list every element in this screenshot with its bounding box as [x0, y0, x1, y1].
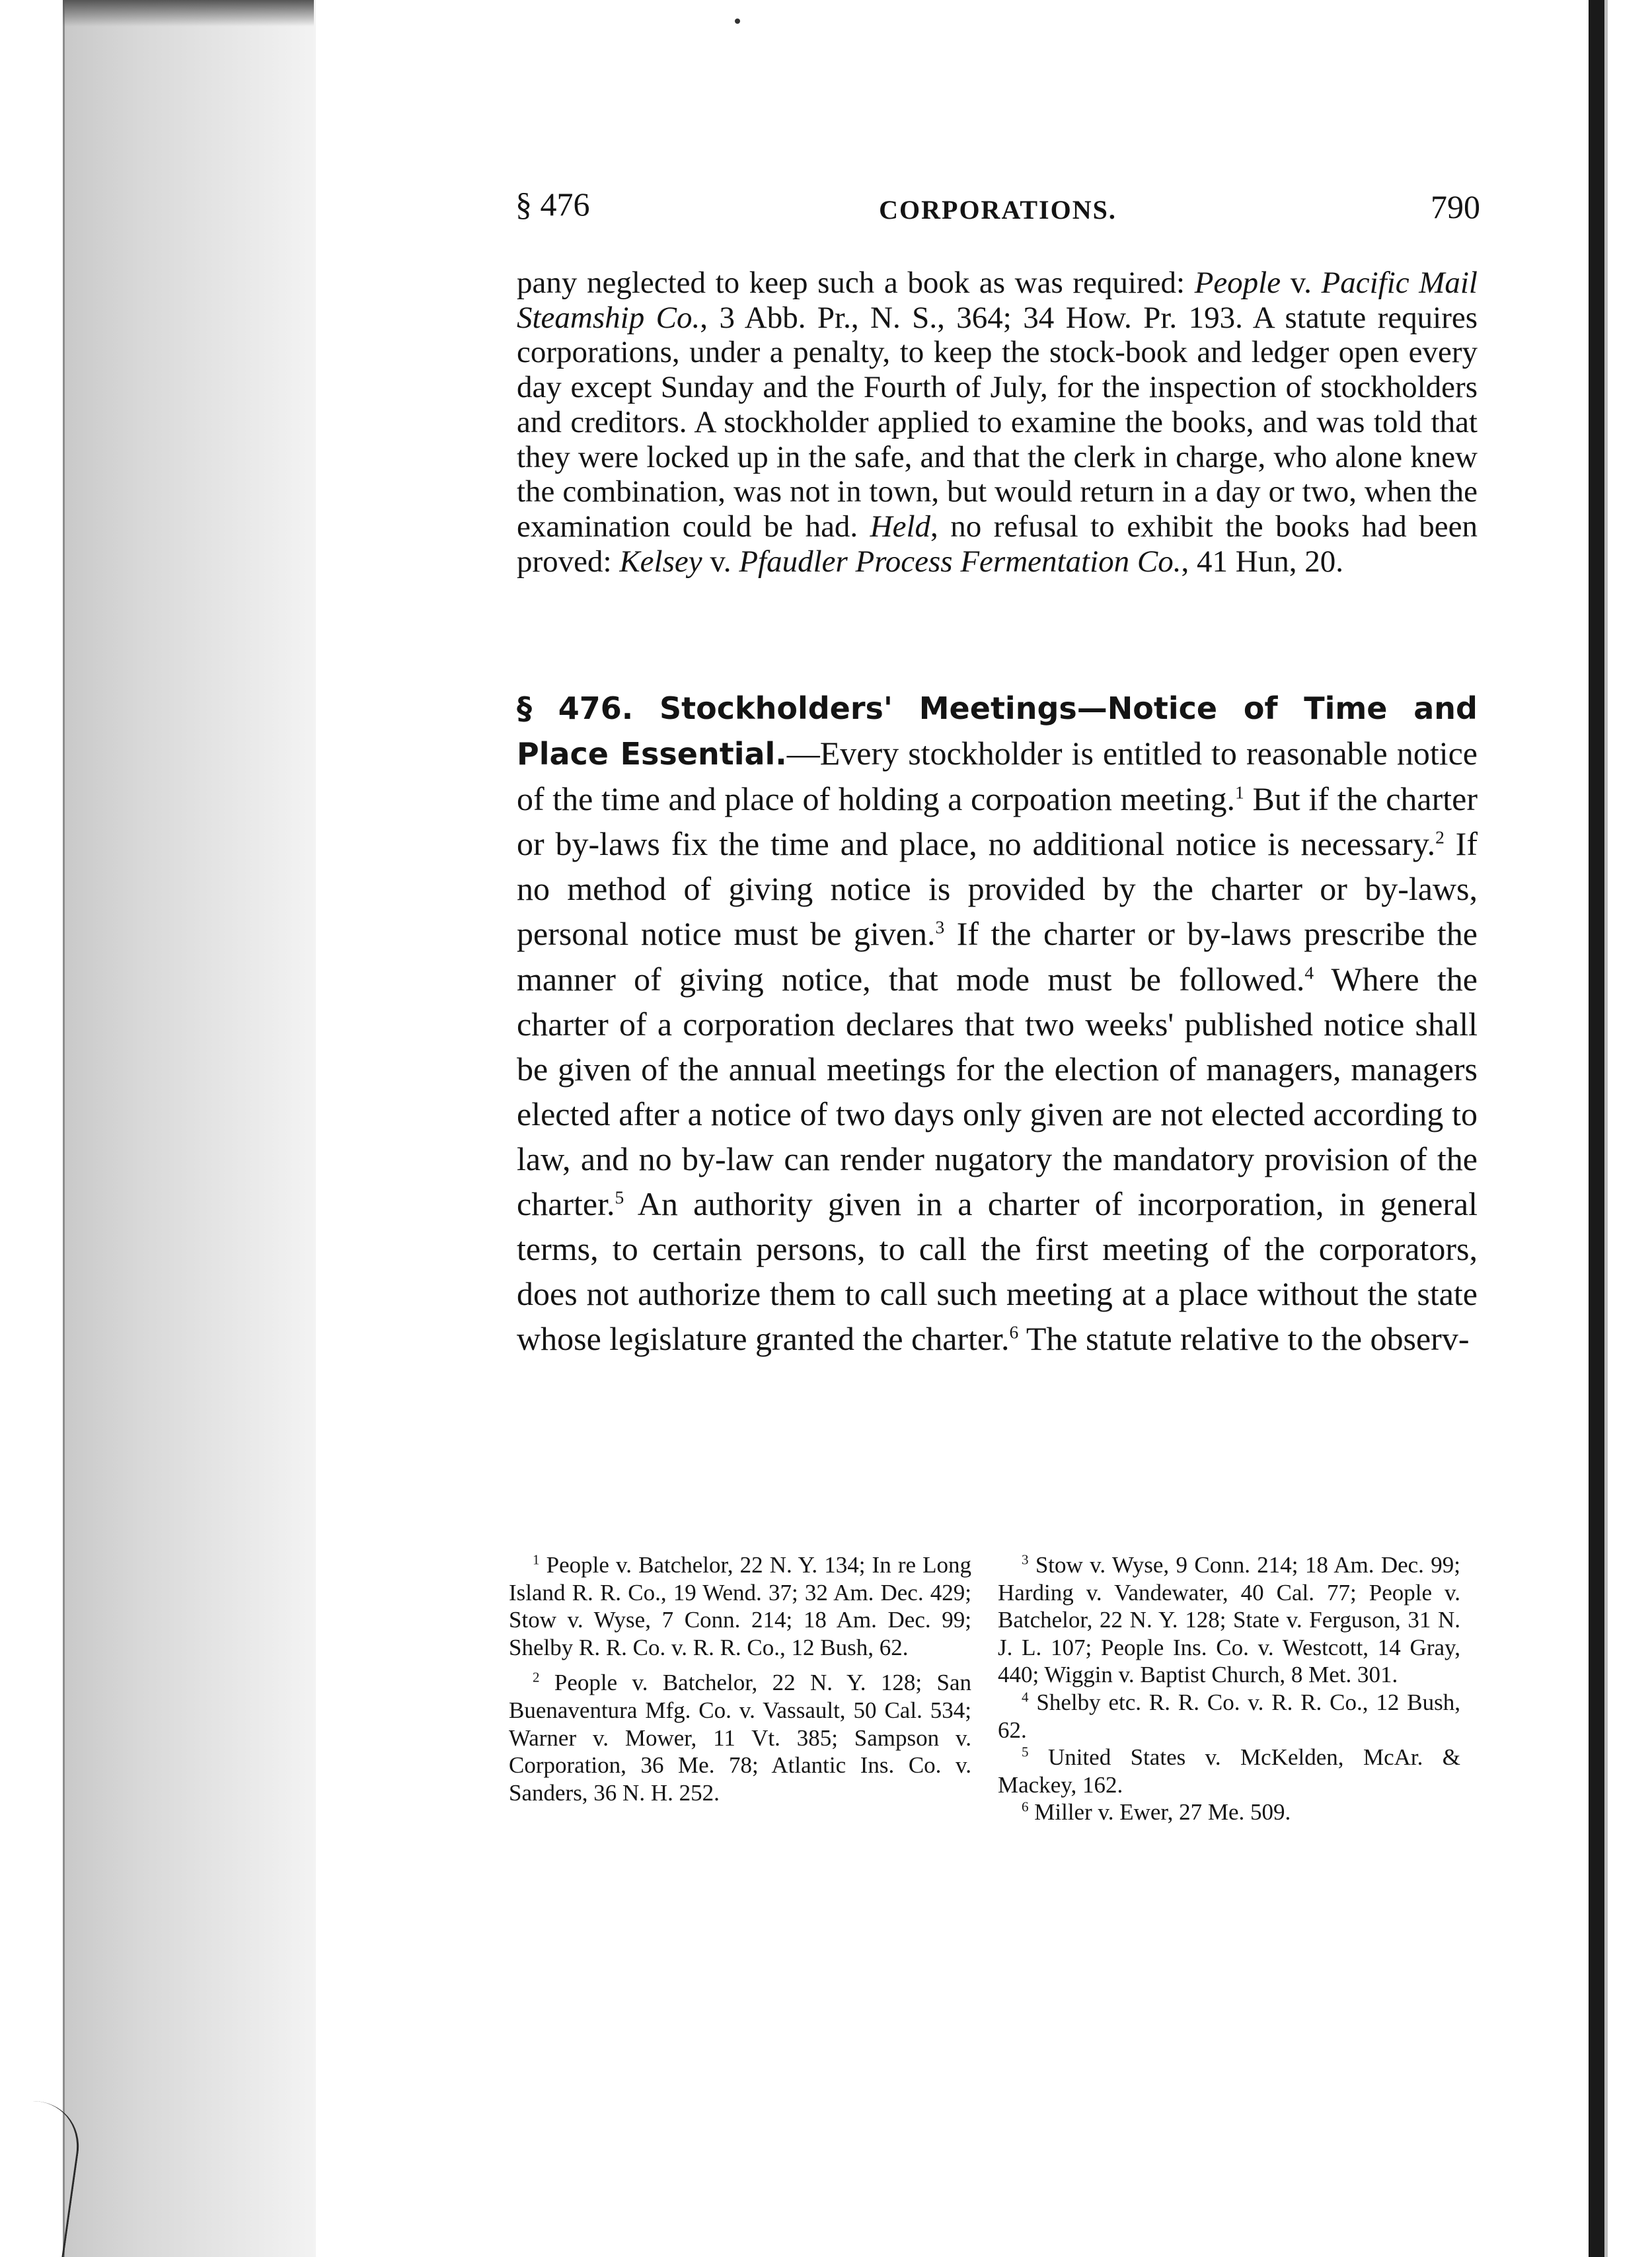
section-476-paragraph — [517, 685, 1478, 1361]
case-name: Pfaudler Process Fermentation Co. — [739, 544, 1182, 579]
page-number: 790 — [1431, 188, 1480, 225]
spine-top-shadow — [63, 0, 314, 26]
footnote-text: Miller v. Ewer, 27 Me. 509. — [1034, 1799, 1291, 1826]
footnote — [998, 1798, 1460, 1826]
footnote-ref: 3 — [935, 916, 945, 938]
footnote-marker: 4 — [1022, 1689, 1029, 1705]
running-head — [515, 185, 1480, 231]
footnote-ref: 4 — [1304, 961, 1314, 982]
footnote-ref: 6 — [1009, 1321, 1019, 1343]
case-name: People — [1194, 266, 1281, 300]
footnote-marker: 1 — [533, 1551, 540, 1568]
footnote — [509, 1551, 971, 1661]
held-word: Held — [870, 509, 931, 544]
book-spine-shadow — [63, 0, 316, 2257]
body-text: If the charter or by-laws prescribe the manner of giving notice, that mode must be followed. — [517, 915, 1478, 998]
footnote-marker: 5 — [1022, 1744, 1029, 1760]
case-name: Kelsey — [619, 544, 702, 579]
case-name: Pacific Mail Steamship Co. — [517, 266, 1478, 335]
continuation-text: , 3 Abb. Pr., N. S., 364; 34 How. Pr. 193. A statute requires corporations, under a penalty, to keep the stock-book and ledger open every day except Sunday and the Fourth of July, for the inspection of stockholders and creditors. A stockholder applied to examine the books, and was told that they were locked up in the safe, and that the clerk in charge, who alone knew the combination, was not in town, but would return in a day or two, when the examination could be had. — [517, 300, 1478, 544]
footnote-text: Shelby etc. R. R. Co. v. R. R. Co., 12 Bush, 62. — [998, 1689, 1461, 1743]
running-head-title: CORPORATIONS. — [879, 195, 1117, 225]
footnote-marker: 3 — [1022, 1551, 1029, 1568]
footnote — [998, 1551, 1460, 1689]
running-head-section: § 476 — [515, 186, 590, 223]
body-text: But if the charter or by-laws fix the time and place, no additional notice is necessary. — [517, 780, 1478, 863]
body-text: An authority given in a charter of incorporation, in general terms, to certain persons, to call the first meeting of the corporators, does not authorize them to call such meeting at a place without the state whose legislature granted the charter. — [517, 1185, 1478, 1358]
footnote-text: People v. Batchelor, 22 N. Y. 128; San Buenaventura Mfg. Co. v. Vassault, 50 Cal. 534; Warner v. Mower, 11 Vt. 385; Sampson v. Corporation, 36 Me. 78; Atlantic Ins. Co. v. Sanders, 36 N. H. 252. — [509, 1670, 972, 1806]
footnote — [998, 1689, 1460, 1744]
body-text: The statute relative to the observ- — [1018, 1320, 1470, 1358]
footnote-text: Stow v. Wyse, 9 Conn. 214; 18 Am. Dec. 99; Harding v. Vandewater, 40 Cal. 77; People v. Batchelor, 22 N. Y. 128; State v. Ferguson, 31 N. J. L. 107; People Ins. Co. v. Westcott, 14 Gray, 440; Wiggin v. Baptist Church, 8 Met. 301. — [998, 1552, 1461, 1688]
body-text: Where the charter of a corporation declares that two weeks' published notice shall be given of the annual meetings for the election of managers, managers elected after a notice of two days only given are not elected according to law, and no by-law can render nugatory the mandatory provision of the charter. — [517, 960, 1478, 1223]
continuation-text: pany neglected to keep such a book as was required: — [517, 266, 1195, 300]
footnote-ref: 5 — [615, 1187, 624, 1208]
footnote-marker: 6 — [1022, 1798, 1029, 1815]
continuation-text: , no refusal to exhibit the books had been proved: — [517, 509, 1478, 579]
footnote-marker: 2 — [533, 1669, 540, 1685]
right-margin-strip — [1604, 0, 1652, 2257]
scan-speck — [735, 18, 740, 24]
versus: v. — [1281, 266, 1322, 300]
footnote-text: United States v. McKelden, McAr. & Mackey, 162. — [998, 1744, 1461, 1798]
body-text: —Every stockholder is entitled to reasonable notice of the time and place of holding a corpoation meeting. — [517, 735, 1478, 818]
footnote-column-left — [509, 1551, 971, 1806]
section-heading: § 476. Stockholders' Meetings—Notice of Time and Place Essential. — [517, 690, 1478, 772]
continuation-paragraph — [517, 266, 1478, 579]
footnote-ref: 1 — [1235, 782, 1244, 803]
body-text: If no method of giving notice is provided by the charter or by-laws, personal notice must be given. — [517, 825, 1478, 953]
footnote-ref: 2 — [1435, 827, 1445, 848]
right-page-edge — [1589, 0, 1604, 2257]
footnote-text: People v. Batchelor, 22 N. Y. 134; In re Long Island R. R. Co., 19 Wend. 37; 32 Am. Dec. 429; Stow v. Wyse, 7 Conn. 214; 18 Am. Dec. 99; Shelby R. R. Co. v. R. R. Co., 12 Bush, 62. — [509, 1552, 972, 1660]
footnote — [998, 1744, 1460, 1798]
footnote — [509, 1669, 971, 1806]
versus: v. — [702, 544, 739, 579]
continuation-text: , 41 Hun, 20. — [1181, 544, 1343, 579]
footnote-column-right — [998, 1551, 1460, 1826]
